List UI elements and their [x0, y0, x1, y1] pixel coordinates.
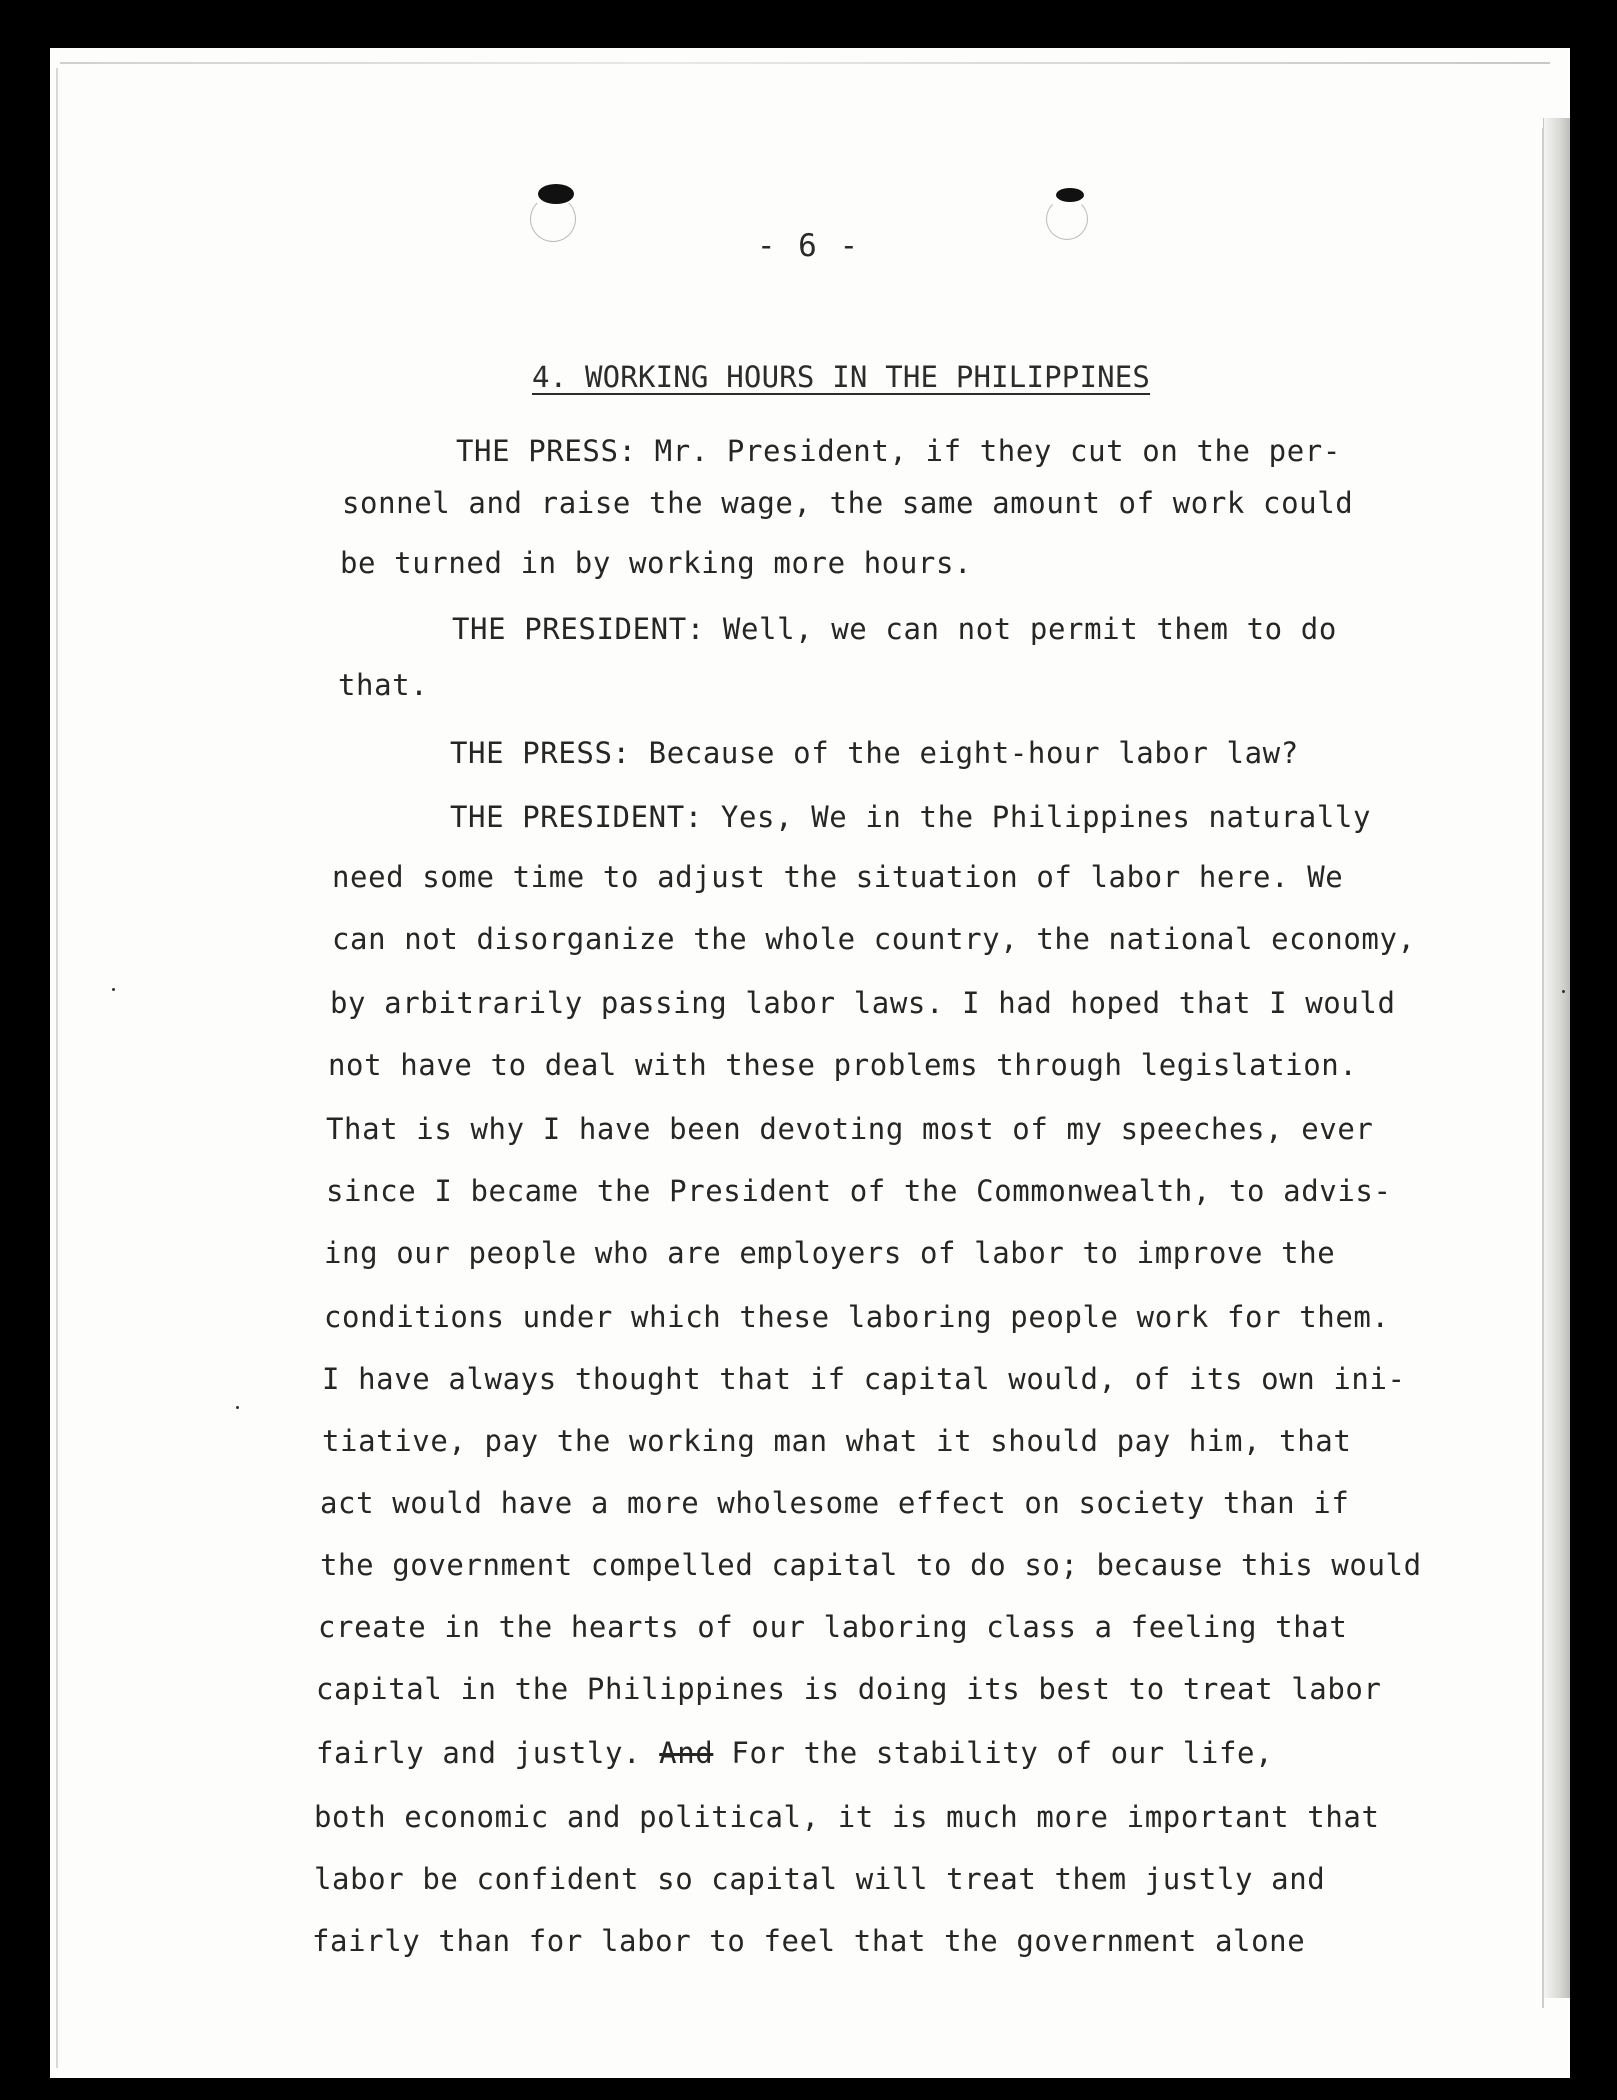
section-heading: 4. WORKING HOURS IN THE PHILIPPINES — [532, 360, 1151, 394]
text-line-17: tiative, pay the working man what it should pay him, that — [322, 1424, 1352, 1458]
text-line-25: fairly than for labor to feel that the government alone — [312, 1924, 1306, 1958]
text-line-3: be turned in by working more hours. — [340, 546, 973, 580]
text-line-23: both economic and political, it is much more important that — [314, 1800, 1380, 1834]
page-number: - 6 - — [756, 228, 861, 264]
paper-speck — [1562, 990, 1565, 993]
text-line-12: That is why I have been devoting most of my speeches, ever — [326, 1112, 1374, 1146]
text-line-9: can not disorganize the whole country, the national economy, — [332, 922, 1416, 956]
text-line-13: since I became the President of the Commonwealth, to advis- — [326, 1174, 1392, 1208]
text-line-10: by arbitrarily passing labor laws. I had hoped that I would — [330, 986, 1396, 1020]
text-line-19: the government compelled capital to do so; because this would — [320, 1548, 1422, 1582]
stacked-pages-edge — [1543, 118, 1570, 1998]
text-line-8: need some time to adjust the situation of labor here. We — [332, 860, 1344, 894]
text-line-20: create in the hearts of our laboring class a feeling that — [318, 1610, 1348, 1644]
text-line-4: THE PRESIDENT: Well, we can not permit them to do — [452, 612, 1337, 646]
stacked-pages-line — [1542, 128, 1544, 2008]
text-line-14: ing our people who are employers of labor to improve the — [324, 1236, 1336, 1270]
text-line-11: not have to deal with these problems through legislation. — [328, 1048, 1358, 1082]
text-line-21: capital in the Philippines is doing its best to treat labor — [316, 1672, 1382, 1706]
struck-word: And — [659, 1736, 714, 1770]
text-line-22-end: For the stability of our life, — [731, 1736, 1274, 1770]
text-line-22 — [316, 1736, 1273, 1770]
text-line-2: sonnel and raise the wage, the same amount of work could — [342, 486, 1354, 520]
text-line-16: I have always thought that if capital would, of its own ini- — [322, 1362, 1406, 1396]
paper-speck — [236, 1406, 239, 1409]
text-line-7: THE PRESIDENT: Yes, We in the Philippines naturally — [450, 800, 1372, 834]
text-line-1: THE PRESS: Mr. President, if they cut on the per- — [456, 434, 1341, 468]
text-line-24: labor be confident so capital will treat them justly and — [314, 1862, 1326, 1896]
paper-top-edge — [60, 62, 1550, 64]
text-line-22-start: fairly and justly. — [316, 1736, 642, 1770]
text-line-6: THE PRESS: Because of the eight-hour labor law? — [450, 736, 1299, 770]
text-line-15: conditions under which these laboring people work for them. — [324, 1300, 1390, 1334]
text-line-18: act would have a more wholesome effect on society than if — [320, 1486, 1350, 1520]
paper-left-edge — [56, 68, 58, 2068]
paper-speck — [112, 988, 115, 991]
text-line-5: that. — [338, 668, 429, 702]
